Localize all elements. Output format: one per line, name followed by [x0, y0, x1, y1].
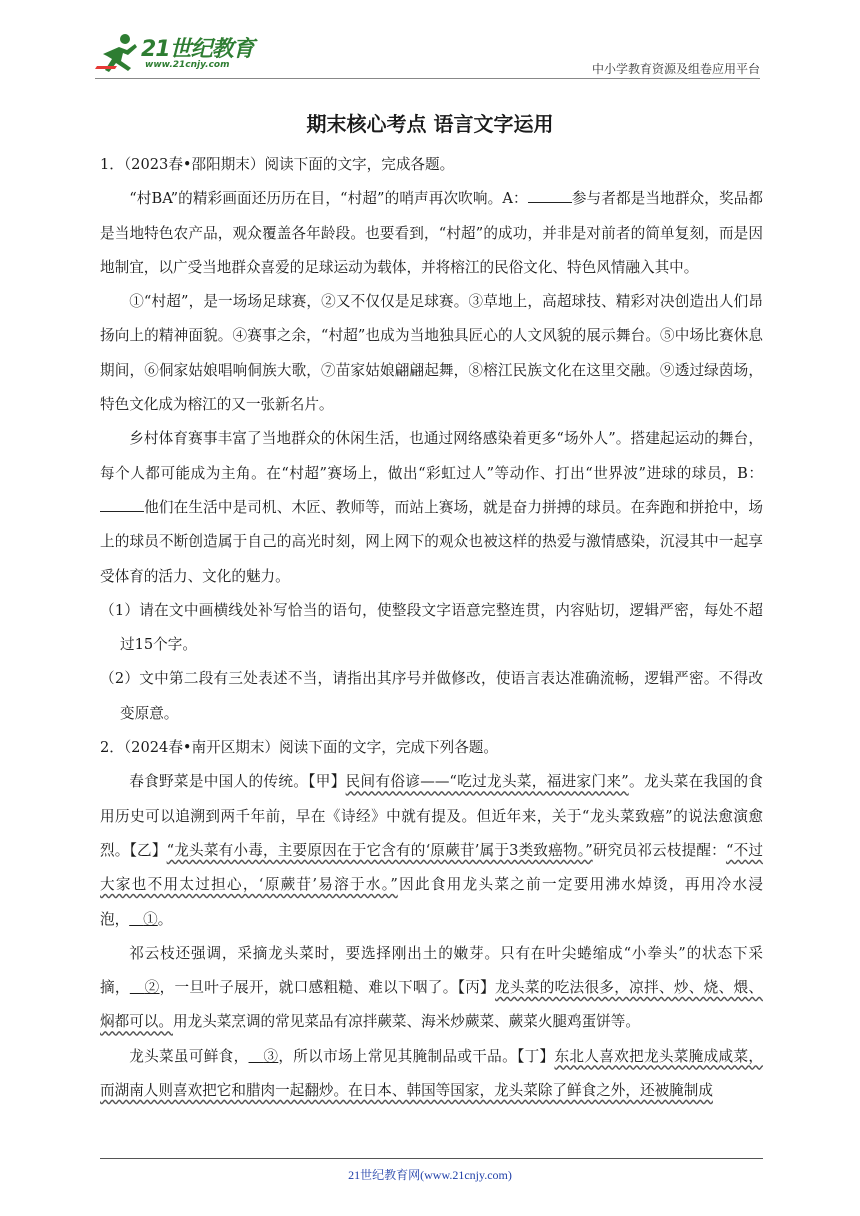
document-body	[100, 148, 763, 1108]
q1-paragraph-3: 乡村体育赛事丰富了当地群众的休闲生活，也通过网络感染着更多“场外人”。搭建起运动的舞台，每个人都可能成为主角。在“村超”赛场上，做出“彩虹过人”等动作、打出“世界波”进球的球员，B：他们在生活中是司机、木匠、教师等，而站上赛场，就是奋力拼搏的球员。在奔跑和拼抢中，场上的球员不断创造属于自己的高光时刻，网上网下的观众也被这样的热爱与激情感染，沉浸其中一起享受体育的活力、文化的魅力。	[100, 430, 763, 585]
answer-blank-b[interactable]	[100, 497, 144, 512]
answer-blank-3[interactable]: ③	[263, 1047, 279, 1065]
page-header	[95, 30, 760, 80]
logo	[95, 30, 265, 76]
logo-text: 21世纪教育	[141, 37, 254, 62]
header-divider	[95, 78, 760, 79]
q2-paragraph-3: 龙头菜虽可鲜食， ③，所以市场上常见其腌制品或干品。【丁】东北人喜欢把龙头菜腌成咸菜，而湖南人则喜欢把它和腊肉一起翻炒。在日本、韩国等国家，龙头菜除了鲜食之外，还被腌制成	[100, 1047, 763, 1100]
platform-name: 中小学教育资源及组卷应用平台	[591, 62, 760, 76]
question-1-heading: 1．（2023春•邵阳期末）阅读下面的文字，完成各题。	[100, 156, 455, 173]
runner-logo-icon	[95, 32, 141, 74]
q1-paragraph-2: ①“村超”，是一场场足球赛，②又不仅仅是足球赛。③草地上，高超球技、精彩对决创造出人们昂扬向上的精神面貌。④赛事之余，“村超”也成为当地独具匠心的人文风貌的展示舞台。⑤中场比赛休息期间，⑥侗家姑娘唱响侗族大歌，⑦苗家姑娘翩翩起舞，⑧榕江民族文化在这里交融。⑨透过绿茵场，特色文化成为榕江的又一张新名片。	[100, 293, 763, 414]
answer-blank-1[interactable]: ①	[143, 910, 158, 928]
footer-link[interactable]: 21世纪教育网(www.21cnjy.com)	[348, 1168, 512, 1182]
q2-paragraph-2: 祁云枝还强调，采摘龙头菜时，要选择刚出土的嫩芽。只有在叶尖蜷缩成“小拳头”的状态下采摘， ②，一旦叶子展开，就口感粗糙、难以下咽了。【丙】龙头菜的吃法很多，凉拌、炒、烧、煨、焖都可以。用龙头菜烹调的常见菜品有凉拌蕨菜、海米炒蕨菜、蕨菜火腿鸡蛋饼等。	[100, 944, 763, 1031]
answer-blank-2[interactable]: ②	[144, 979, 160, 997]
q1-paragraph-1: “村BA”的精彩画面还历历在目，“村超”的哨声再次吹响。A： 参与者都是当地群众，奖品都是当地特色农产品，观众覆盖各年龄段。也要看到，“村超”的成功，并非是对前者的简单复刻，而是因地制宜，以广受当地群众喜爱的足球运动为载体，并将榕江的民俗文化、特色风情融入其中。	[100, 190, 763, 276]
logo-url: www.21cnjy.com	[145, 60, 230, 70]
question-2-heading: 2．（2024春•南开区期末）阅读下面的文字，完成下列各题。	[100, 739, 498, 757]
page-title: 期末核心考点 语言文字运用	[306, 112, 554, 136]
q2-paragraph-1: 春食野菜是中国人的传统。【甲】民间有俗谚——“吃过龙头菜，福进家门来”。龙头菜在我国的食用历史可以追溯到两千年前，早在《诗经》中就有提及。但近年来，关于“龙头菜致癌”的说法愈演愈烈。【乙】“龙头菜有小毒，主要原因在于它含有的‘原蕨苷’属于3类致癌物。”研究员祁云枝提醒：“不过大家也不用太过担心，‘原蕨苷’易溶于水。”因此食用龙头菜之前一定要用沸水焯烫，再用冷水浸泡， ①。	[100, 773, 763, 928]
footer-divider	[100, 1158, 763, 1159]
answer-blank-a[interactable]	[528, 188, 572, 203]
q1-subquestion-2: （2）文中第二段有三处表述不当，请指出其序号并做修改，使语言表达准确流畅，逻辑严密。不得改变原意。	[100, 670, 763, 722]
q1-subquestion-1: （1）请在文中画横线处补写恰当的语句，使整段文字语意完整连贯，内容贴切，逻辑严密，每处不超过15个字。	[100, 601, 763, 654]
